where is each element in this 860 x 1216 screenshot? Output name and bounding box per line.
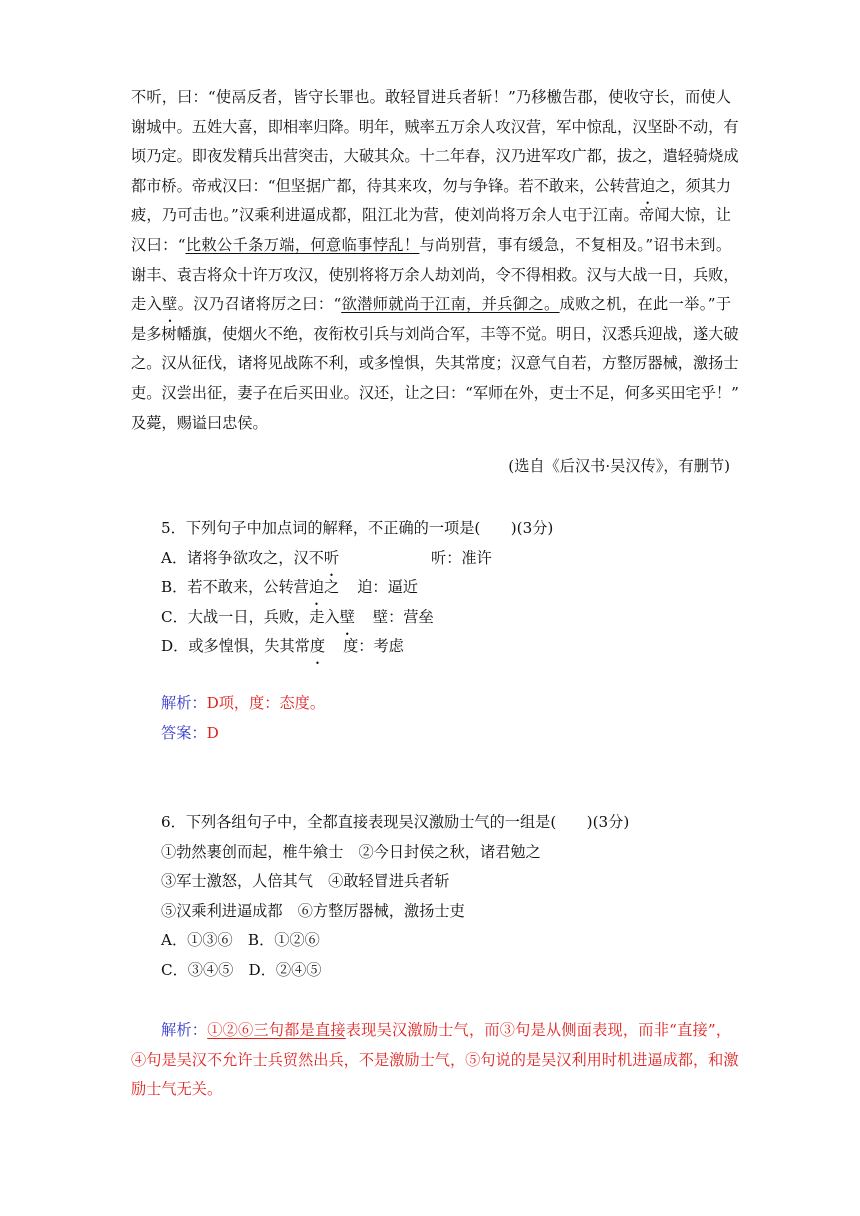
passage-text: 都市桥。帝戒汉曰：“但坚据广都，待其来攻，勿与争锋。若不敢来，公转营 [131, 176, 640, 195]
option-gloss: 迫：逼近 [357, 578, 418, 597]
option-gloss: 度：考虑 [343, 637, 404, 656]
question-5 [161, 514, 731, 662]
question-item: ③军士激怒，人倍其气 ④敢轻冒进兵者斩 [161, 872, 450, 891]
passage-text: 之，须其力 [655, 176, 732, 195]
passage-line [131, 290, 731, 320]
passage-line: 顷乃定。即夜发精兵出营突击，大破其众。十二年春，汉乃进军攻广都，拔之，遣轻骑烧成 [131, 147, 739, 166]
passage-line: 吏。汉尝出征，妻子在后买田业。汉还，让之曰：“军师在外，吏士不足，何多买田宅乎！” [131, 383, 739, 402]
passage-text: 与尚别营，事有缓急，不复相及。”诏书未到。 [419, 235, 732, 254]
passage-line: 及薨，赐谥曰忠侯。 [131, 413, 268, 432]
passage-text: 。汉乃召诸将厉之曰：“ [177, 295, 342, 314]
passage-line [131, 231, 731, 261]
option-text: D．或多惶惧，失其常 [161, 637, 310, 656]
option-d [161, 632, 731, 662]
option-gloss: 壁：营垒 [372, 607, 434, 626]
question-stem: 6．下列各组句子中，全都直接表现吴汉激励士气的一组是( )(3分) [161, 813, 630, 831]
q6-analysis [131, 1016, 739, 1105]
passage-line: 不听，曰：“使鬲反者，皆守长罪也。敢轻冒进兵者斩！”乃移檄告郡，使收守长，而使人 [131, 88, 731, 106]
analysis-text [161, 689, 731, 719]
analysis-text: 表现吴汉激励士气，而③句是从侧面表现，而非“直接”， [345, 1021, 732, 1039]
option-text: B．若不敢来，公转营 [161, 578, 309, 597]
question-item: ⑤汉乘利进逼成都 ⑥方整厉器械，激扬士吏 [161, 901, 465, 920]
passage-text: 成败之机，在此一举。”于 [559, 295, 732, 314]
classical-passage [131, 83, 739, 438]
dotted-word: 壁 [339, 607, 355, 626]
analysis-label: 解析： [161, 694, 207, 712]
option-gloss: 听：准许 [431, 548, 492, 567]
option-c [161, 603, 731, 633]
answer-value: D [206, 723, 219, 742]
option-a [161, 544, 731, 574]
q5-solution [161, 689, 731, 748]
option-text: A．诸将争欲攻之，汉不 [161, 548, 324, 567]
analysis-body: D项，度：态度。 [206, 694, 326, 712]
passage-source: (选自《后汉书·吴汉传》，有删节) [508, 457, 730, 475]
option-text: C．大战一日，兵败，走入 [161, 607, 340, 626]
option-row: C．③④⑤ D．②④⑤ [161, 960, 322, 979]
passage-line: 疲，乃可击也。”汉乘利进逼成都，阻江北为营，使刘尚将万余人屯于江南。帝闻大惊，让 [131, 206, 731, 225]
question-item: ①勃然裹创而起，椎牛飨士 ②今日封侯之秋，诸君勉之 [161, 842, 541, 861]
answer-text [161, 719, 731, 749]
analysis-line [131, 1016, 731, 1046]
dotted-word: 听 [323, 548, 340, 567]
dotted-word: 迫 [308, 578, 325, 597]
dotted-word: 迫 [639, 176, 656, 195]
analysis-underlined: ①②⑥三句都是直接 [207, 1021, 346, 1039]
passage-text: 汉曰：“ [131, 235, 186, 254]
analysis-line: ④句是吴汉不允许士兵贸然出兵，不是激励士气，⑤句说的是吴汉利用时机进逼成都，和激 [131, 1050, 739, 1069]
dotted-word: 壁 [162, 295, 178, 314]
analysis-line: 励士气无关。 [131, 1080, 223, 1099]
passage-line: 是多树幡旗，使烟火不绝，夜衔枚引兵与刘尚合军，丰等不觉。明日，汉悉兵迎战，遂大破 [131, 324, 739, 343]
passage-line: 之。汉从征伐，诸将见战陈不利，或多惶惧，失其常度；汉意气自若，方整厉器械，激扬士 [131, 354, 739, 373]
underlined-sentence: 欲潜师就尚于江南，并兵御之。 [341, 295, 560, 314]
dotted-word: 度 [309, 637, 326, 656]
passage-line [131, 172, 731, 202]
passage-line: 谢城中。五姓大喜，即相率归降。明年，贼率五万余人攻汉营，军中惊乱，汉坚卧不动，有 [131, 117, 739, 136]
underlined-sentence: 比敕公千条万端，何意临事悖乱！ [185, 235, 420, 254]
option-text: 之 [324, 578, 340, 597]
option-row: A．①③⑥ B．①②⑥ [161, 931, 320, 950]
analysis-label: 解析： [161, 1021, 208, 1039]
question-stem: 5．下列句子中加点词的解释，不正确的一项是( )(3分) [161, 519, 554, 537]
passage-text: 走入 [131, 295, 163, 314]
passage-line: 谢丰、袁吉将众十许万攻汉，使别将将万余人劫刘尚，令不得相救。汉与大战一日，兵败， [131, 265, 739, 284]
answer-label: 答案： [161, 723, 207, 742]
option-b [161, 573, 731, 603]
question-6 [161, 808, 731, 986]
